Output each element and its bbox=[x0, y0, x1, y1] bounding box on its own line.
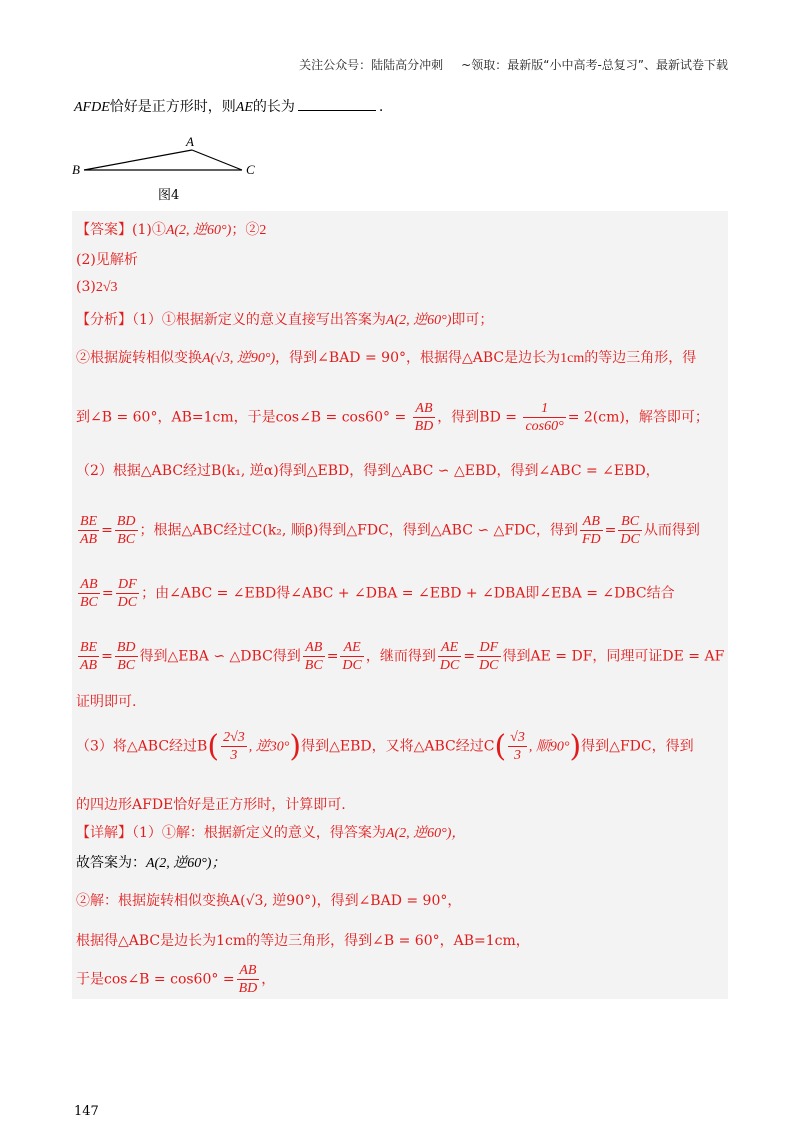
analysis-p1m: A(2, 逆60°) bbox=[385, 313, 452, 328]
analysis-p3b: ，得到BD = bbox=[437, 409, 517, 426]
analysis-p5a: ；根据△ABC经过C(k₂, 顺β)得到△FDC，得到△ABC ∽ △FDC，得到 bbox=[139, 522, 578, 539]
analysis-line-9: （3）将△ABC经过B( $\frac{2√3}{3}$ , 逆30°)得到△EBD，又将△ABC经过C( $\frac{√3}{3}$ , 顺90°)得到△FDC，得到 bbox=[76, 729, 694, 764]
detail-line-2 bbox=[76, 852, 225, 872]
frac-den: BC bbox=[117, 532, 136, 547]
frac-den: DC bbox=[439, 658, 460, 673]
answer-blank bbox=[298, 98, 376, 111]
analysis-line-7: $\frac{BE}{AB}$ = $\frac{BD}{BC}$ 得到△EBA ∽ △DBC得到 $\frac{AB}{BC}$ = $\frac{AE}{DC}$ ，继而得到 $\frac{AE}{DC}$ = $\frac{DF}{DC}$ 得到AE = DF，同理可证DE = AF bbox=[80, 640, 725, 673]
answer-l3a: (3) bbox=[76, 279, 96, 295]
analysis-p3a: 到∠B = 60°，AB=1cm，于是cos∠B = cos60° = bbox=[76, 409, 407, 426]
analysis-p9e: 得到△FDC，得到 bbox=[581, 738, 694, 755]
detail-d5: 于是cos∠B = cos60° = bbox=[76, 971, 235, 988]
frac-num: DF bbox=[477, 639, 500, 657]
analysis-p5b: 从而得到 bbox=[643, 522, 700, 539]
answer-tag: 【答案】 bbox=[76, 222, 132, 238]
answer-line-2: (2)见解析 bbox=[76, 252, 138, 268]
detail-d2m: A(2, 逆60°)； bbox=[146, 856, 226, 871]
detail-d1m: A(2, 逆60°)， bbox=[385, 826, 466, 841]
analysis-line-3 bbox=[76, 400, 709, 435]
answer-line-3 bbox=[76, 279, 118, 296]
frac-den: BD bbox=[414, 419, 434, 434]
detail-line-4: 根据得△ABC是边长为1cm的等边三角形，得到∠B = 60°，AB=1cm， bbox=[76, 933, 530, 949]
fraction-ab-bd bbox=[413, 400, 436, 435]
frac-num: AE bbox=[340, 639, 363, 657]
frac-num: BD bbox=[116, 514, 136, 529]
frac-den: cos60° bbox=[525, 419, 564, 434]
analysis-p3c: = 2(cm)，解答即可； bbox=[567, 409, 709, 426]
analysis-tag: 【分析】 bbox=[76, 312, 132, 328]
frac-den: FD bbox=[581, 532, 601, 547]
analysis-line-1 bbox=[76, 309, 493, 329]
fraction-ae-dc bbox=[340, 639, 363, 674]
fraction-df-dc-2 bbox=[477, 639, 500, 674]
frac-den: AB bbox=[80, 532, 98, 547]
frac-den: DC bbox=[342, 658, 362, 673]
analysis-p9a: （3）将△ABC经过B bbox=[76, 738, 208, 755]
analysis-p9b: 逆30° bbox=[255, 739, 290, 755]
frac-num: BD bbox=[116, 640, 136, 655]
detail-tag: 【详解】 bbox=[76, 825, 132, 841]
analysis-line-6: $\frac{AB}{BC}$ = $\frac{DF}{DC}$ ；由∠ABC = ∠EBD得∠ABC + ∠DBA = ∠EBD + ∠DBA即∠EBA = ∠DBC结合 bbox=[80, 577, 675, 610]
fraction-2sqrt3-3 bbox=[221, 729, 247, 764]
question-line bbox=[74, 96, 383, 116]
detail-line-3: ②解：根据旋转相似变换A(√3, 逆90°)，得到∠BAD = 90°， bbox=[76, 893, 462, 909]
frac-den: BC bbox=[117, 658, 136, 673]
frac-den: 3 bbox=[230, 748, 238, 763]
frac-num: BE bbox=[80, 514, 98, 529]
analysis-line-8: 证明即可. bbox=[76, 694, 137, 710]
frac-num: BC bbox=[618, 513, 641, 531]
fraction-1-cos60 bbox=[523, 400, 565, 435]
paren-right: ) bbox=[289, 729, 302, 764]
frac-den: DC bbox=[620, 532, 640, 547]
answer-l1-2: 2 bbox=[259, 223, 267, 238]
fraction-sqrt3-3 bbox=[508, 729, 527, 764]
analysis-p7c: 得到AE = DF，同理可证DE = AF bbox=[502, 648, 725, 665]
analysis-line-5: $\frac{BE}{AB}$ = $\frac{BD}{BC}$ ；根据△ABC经过C(k₂, 顺β)得到△FDC，得到△ABC ∽ △FDC，得到 $\frac{AB}{FD}$ = $\frac{BC}{DC}$ 从而得到 bbox=[80, 514, 700, 547]
detail-line-1 bbox=[76, 822, 465, 842]
analysis-p7a: 得到△EBA ∽ △DBC得到 bbox=[139, 648, 301, 665]
fraction-be-ab bbox=[78, 513, 99, 548]
frac-num: AB bbox=[78, 576, 100, 594]
analysis-line-10: 的四边形AFDE恰好是正方形时，计算即可. bbox=[76, 797, 346, 813]
vertex-c-label: C bbox=[246, 162, 255, 177]
analysis-p9d: 顺90° bbox=[535, 739, 570, 755]
triangle-figure bbox=[70, 134, 270, 180]
header-left: 关注公众号：陆陆高分冲刺 bbox=[299, 58, 444, 72]
analysis-p6a: ；由∠ABC = ∠EBD得∠ABC + ∠DBA = ∠EBD + ∠DBA即∠EBA = ∠DBC结合 bbox=[141, 585, 675, 602]
page-number: 147 bbox=[74, 1104, 99, 1119]
fraction-bd-bc-2 bbox=[115, 639, 138, 674]
header-right: ~领取：最新版“小中高考-总复习”、最新试卷下载 bbox=[461, 58, 728, 72]
analysis-line-4: （2）根据△ABC经过B(k₁, 逆α)得到△EBD，得到△ABC ∽ △EBD，得到∠ABC = ∠EBD， bbox=[76, 463, 660, 479]
page-header bbox=[299, 56, 728, 73]
answer-l3b: 2√3 bbox=[95, 280, 118, 295]
frac-num: BE bbox=[80, 640, 98, 655]
frac-num: AB bbox=[413, 400, 436, 418]
paren-right-2: ) bbox=[569, 729, 582, 764]
question-text1: 恰好是正方形时，则 bbox=[109, 99, 236, 115]
frac-den: BD bbox=[238, 981, 258, 996]
detail-d1: （1）①解：根据新定义的意义，得答案为 bbox=[132, 825, 386, 841]
vertex-a-label: A bbox=[186, 134, 194, 149]
frac-num: √3 bbox=[510, 730, 525, 745]
fraction-ab-bc bbox=[78, 576, 100, 611]
side-ac bbox=[192, 150, 242, 170]
analysis-line-2 bbox=[76, 347, 696, 367]
frac-num: DF bbox=[116, 576, 139, 594]
vertex-b-label: B bbox=[72, 162, 80, 177]
analysis-p1: （1）①根据新定义的意义直接写出答案为 bbox=[132, 312, 386, 328]
fraction-ab-fd bbox=[580, 513, 603, 548]
question-var2: AE bbox=[235, 100, 253, 115]
figure-caption: 图4 bbox=[158, 188, 180, 203]
frac-num: 2√3 bbox=[223, 730, 245, 745]
question-var: AFDE bbox=[74, 100, 110, 115]
answer-line-1 bbox=[76, 219, 266, 239]
analysis-p9c: 得到△EBD，又将△ABC经过C bbox=[301, 738, 495, 755]
analysis-p2c: 1cm bbox=[560, 351, 585, 366]
answer-l1-sep: ；② bbox=[231, 222, 260, 238]
paren-left: ( bbox=[207, 729, 220, 764]
fraction-bc-dc bbox=[618, 513, 641, 548]
question-end: . bbox=[378, 99, 384, 115]
fraction-df-dc bbox=[116, 576, 139, 611]
fraction-be-ab-2 bbox=[78, 639, 99, 674]
frac-den: DC bbox=[479, 658, 499, 673]
frac-den: BC bbox=[304, 658, 323, 673]
answer-l1: (1)① bbox=[132, 222, 166, 238]
frac-num: 1 bbox=[523, 400, 565, 418]
frac-den: BC bbox=[80, 595, 98, 610]
analysis-p7b: ，继而得到 bbox=[365, 648, 436, 665]
analysis-p2m: A(√3, 逆90°) bbox=[202, 351, 276, 366]
frac-num: AB bbox=[237, 962, 260, 980]
analysis-p2d: 的等边三角形，得 bbox=[584, 350, 697, 366]
fraction-ab-bc-2 bbox=[303, 639, 325, 674]
analysis-p1e: 即可； bbox=[451, 312, 494, 328]
frac-num: AB bbox=[580, 513, 603, 531]
fraction-bd-bc bbox=[115, 513, 138, 548]
frac-den: DC bbox=[117, 595, 138, 610]
frac-den: 3 bbox=[514, 748, 521, 763]
paren-left-2: ( bbox=[494, 729, 507, 764]
fraction-ab-bd-detail bbox=[237, 962, 260, 997]
question-text2: 的长为 bbox=[252, 99, 295, 115]
detail-line-5 bbox=[76, 962, 275, 997]
detail-d2: 故答案为： bbox=[76, 855, 146, 871]
frac-den: AB bbox=[80, 658, 98, 673]
fraction-ae-dc-2 bbox=[438, 639, 461, 674]
analysis-p2a: ②根据旋转相似变换 bbox=[76, 350, 202, 366]
frac-num: AB bbox=[303, 639, 325, 657]
side-ba bbox=[84, 150, 192, 170]
detail-d5e: ， bbox=[261, 971, 276, 988]
analysis-p2b: ，得到∠BAD = 90°，根据得△ABC是边长为 bbox=[275, 350, 561, 366]
answer-l1-val: A(2, 逆60°) bbox=[165, 223, 232, 238]
frac-num: AE bbox=[438, 639, 461, 657]
